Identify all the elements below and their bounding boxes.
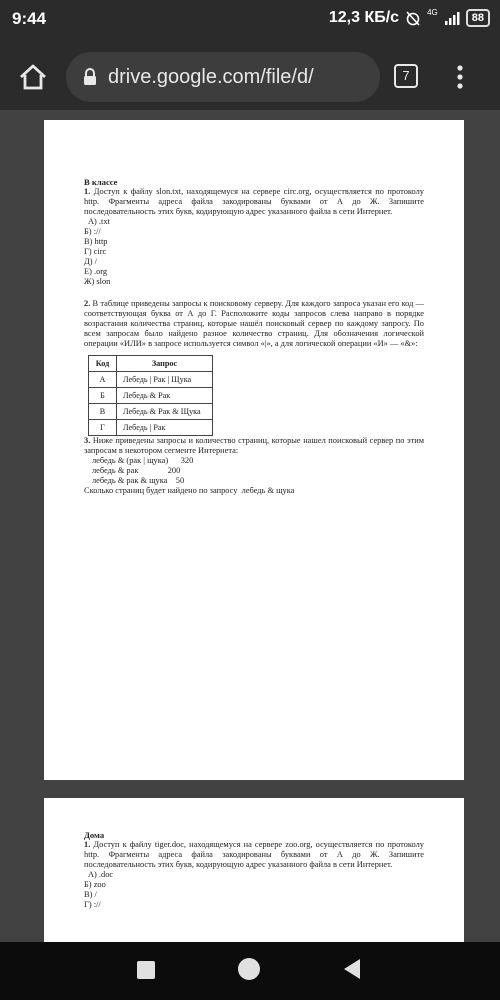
system-nav-bar — [0, 942, 500, 1000]
network-type: 4G — [427, 7, 438, 17]
question-1 — [84, 187, 424, 217]
option-item: Г) circ — [84, 247, 107, 256]
table-header-cell: Код — [89, 356, 117, 372]
document-page-1 — [44, 120, 464, 780]
question-text: В таблице приведены запросы к поисковому серверу. Для каждого запроса указан его код — соответствующая буква от А до Г. Расположите коды запросов слева направо в порядке возрастания количества страниц, которые нашёл поисковый сервер по каждому запросу. По всем запросам было найдено разное количество страниц. Для обозначения логической операции «ИЛИ» в запросе используется символ «|», а для логической операции «И» — «&»: — [84, 299, 424, 348]
table-header-row — [89, 356, 213, 372]
table-cell: Лебедь | Рак — [117, 420, 213, 436]
option-item: Б) zoo — [84, 880, 106, 889]
browser-toolbar — [0, 44, 500, 110]
network-speed: 12,3 КБ/с — [328, 9, 400, 26]
question-3 — [84, 436, 424, 456]
question-text: Доступ к файлу slon.txt, находящемуся на сервере circ.org, осуществляется по протоколу http. Фрагменты адреса файла закодированы буквами от А до Ж. Запишите последовательность этих букв, кодирующую адрес указанного файла в сети Интернет. — [84, 187, 424, 216]
question-number: 1. — [84, 840, 91, 849]
table-row — [89, 420, 213, 436]
url-text: drive.google.com/file/d/ — [108, 65, 314, 88]
question-2 — [84, 299, 424, 349]
table-row — [89, 404, 213, 420]
table-cell: Лебедь & Рак — [117, 388, 213, 404]
table-row — [89, 372, 213, 388]
table-cell: Г — [89, 420, 117, 436]
option-item: В) http — [84, 237, 108, 246]
section-title-class: В классе — [84, 177, 118, 187]
home-button[interactable] — [238, 958, 260, 980]
question-1 — [84, 840, 424, 870]
document-viewer[interactable] — [0, 110, 500, 942]
option-item: А) .doc — [88, 870, 114, 879]
option-item: Б) :// — [84, 227, 101, 236]
question-number: 1. — [84, 187, 91, 196]
address-bar[interactable] — [66, 52, 380, 102]
battery-indicator: 88 — [466, 9, 490, 27]
back-button[interactable] — [342, 958, 362, 980]
option-item: А) .txt — [88, 217, 110, 226]
question-text: Ниже приведены запросы и количество страниц, которые нашел поисковый сервер по этим запросам в некотором сегменте Интернета: — [84, 436, 425, 455]
query-line: лебедь & рак 200 — [92, 466, 181, 475]
signal-icon — [444, 10, 460, 26]
alarm-off-icon — [405, 10, 421, 26]
query-table — [88, 355, 213, 436]
tab-switcher-button[interactable]: 7 — [394, 64, 418, 88]
question-prompt: Сколько страниц будет найдено по запросу лебедь & щука — [84, 486, 295, 495]
table-cell: Б — [89, 388, 117, 404]
option-item: Г) :// — [84, 900, 101, 909]
table-cell: Лебедь & Рак & Щука — [117, 404, 213, 420]
table-cell: В — [89, 404, 117, 420]
option-item: Ж) slon — [84, 277, 111, 286]
table-row — [89, 388, 213, 404]
table-cell: Лебедь | Рак | Щука — [117, 372, 213, 388]
option-item: Д) / — [84, 257, 97, 266]
table-cell: А — [89, 372, 117, 388]
section-title-home: Дома — [84, 830, 105, 840]
query-line: лебедь & рак & щука 50 — [92, 476, 185, 485]
status-indicators — [329, 9, 490, 27]
home-icon[interactable] — [18, 62, 48, 92]
query-line: лебедь & (рак | щука) 320 — [92, 456, 194, 465]
recents-button[interactable] — [137, 961, 155, 979]
more-menu-icon[interactable] — [450, 62, 470, 92]
option-item: В) / — [84, 890, 97, 899]
question-number: 2. — [84, 299, 91, 308]
table-header-cell: Запрос — [117, 356, 213, 372]
question-number: 3. — [84, 436, 91, 445]
status-time: 9:44 — [12, 9, 47, 28]
status-bar — [0, 0, 500, 44]
lock-icon — [82, 68, 98, 86]
question-text: Доступ к файлу tiger.doc, находящемуся на сервере zoo.org, осуществляется по протоколу http. Фрагменты адреса файла закодированы буквами от А до Ж. Запишите последовательность этих букв, кодирующую адрес указанного файла в сети Интернет. — [84, 840, 424, 869]
option-item: Е) .org — [84, 267, 108, 276]
document-page-2 — [44, 798, 464, 942]
